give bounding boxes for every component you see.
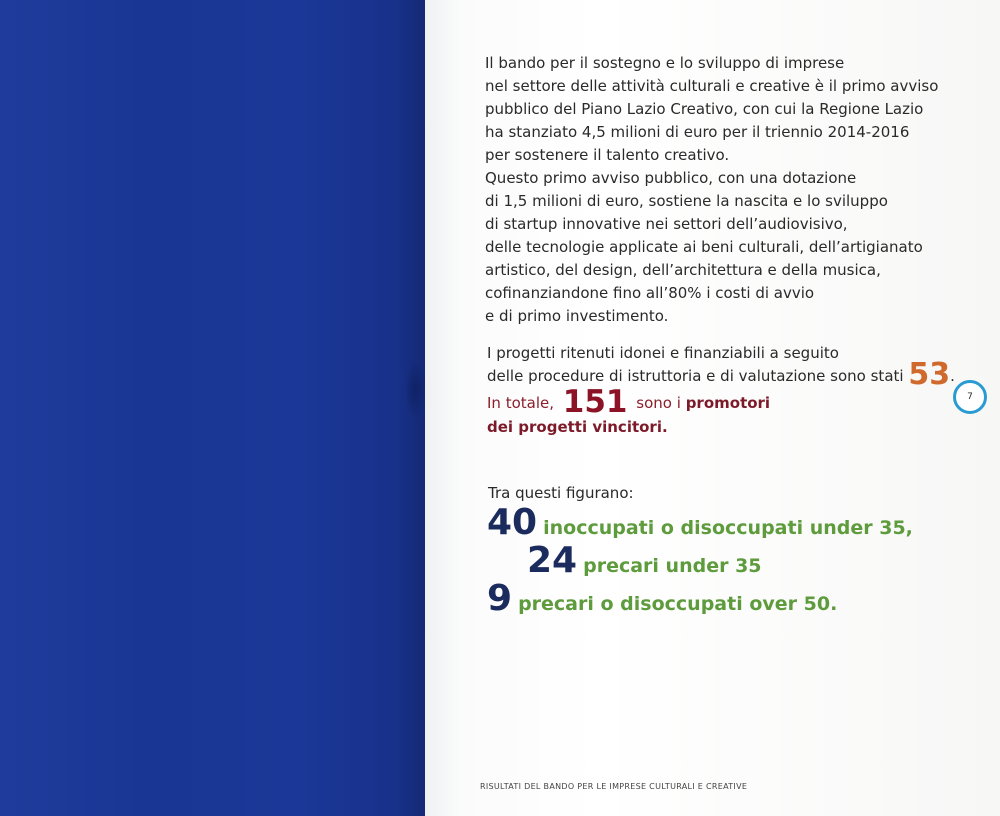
stat-row [487, 578, 837, 619]
body-line: artistico, del design, dell’architettura e della musica, [485, 261, 881, 279]
stat-row [487, 502, 913, 543]
body-line: Questo primo avviso pubblico, con una dotazione [485, 169, 857, 187]
body-line: cofinanziandone fino all’80% i costi di avvio [485, 284, 815, 302]
among-label: Tra questi figurano: [488, 484, 634, 502]
stat-text: inoccupati o disoccupati under 35, [543, 517, 913, 539]
paper-crease [404, 360, 426, 420]
promoters-paragraph [487, 384, 771, 439]
promoters-bold-2: dei progetti vincitori. [487, 418, 668, 436]
promoters-bold-1: promotori [685, 394, 771, 412]
body-line: ha stanziato 4,5 milioni di euro per il triennio 2014-2016 [485, 123, 910, 141]
stat-text: precari o disoccupati over 50. [518, 593, 838, 615]
body-line: per sostenere il talento creativo. [485, 146, 730, 164]
projects-count: 53 [908, 357, 951, 392]
promoters-count: 151 [562, 384, 628, 420]
blue-cover-page [0, 0, 425, 816]
projects-line-2 [487, 357, 955, 392]
projects-paragraph [487, 342, 955, 392]
promoters-line-1 [487, 384, 771, 420]
body-line: nel settore delle attività culturali e creative è il primo avviso [485, 77, 939, 95]
body-line: di startup innovative nei settori dell’audiovisivo, [485, 215, 848, 233]
promoters-middle: sono i [636, 394, 681, 412]
page-number: 7 [967, 392, 973, 402]
body-line: pubblico del Piano Lazio Creativo, con cui la Regione Lazio [485, 100, 924, 118]
body-line: e di primo investimento. [485, 307, 669, 325]
stat-text: precari under 35 [583, 555, 762, 577]
body-line: di 1,5 milioni di euro, sostiene la nascita e lo sviluppo [485, 192, 888, 210]
projects-period: . [950, 367, 955, 385]
running-footer: RISULTATI DEL BANDO PER LE IMPRESE CULTURALI E CREATIVE [480, 782, 748, 791]
page-number-badge [953, 380, 987, 414]
stat-row [527, 540, 762, 581]
projects-line-2-text: delle procedure di istruttoria e di valutazione sono stati [487, 367, 904, 385]
body-line: Il bando per il sostegno e lo sviluppo di imprese [485, 54, 845, 72]
intro-paragraph [485, 52, 955, 328]
stat-number: 40 [487, 502, 538, 543]
stat-number: 24 [527, 540, 578, 581]
promoters-prefix: In totale, [487, 394, 554, 412]
stat-number: 9 [487, 578, 513, 619]
projects-line-1: I progetti ritenuti idonei e finanziabili a seguito [487, 344, 839, 362]
promoters-line-2 [487, 415, 770, 439]
body-line: delle tecnologie applicate ai beni culturali, dell’artigianato [485, 238, 923, 256]
